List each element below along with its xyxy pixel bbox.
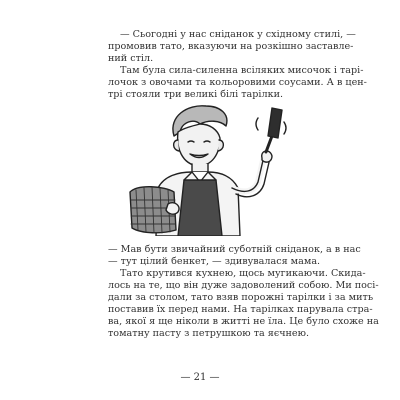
- text-line: Там була сила-силенна всіляких мисочок і тарі-: [120, 65, 364, 76]
- text-line: промовив тато, вказуючи на розкішно заставле-: [108, 41, 354, 52]
- illustration-father-cooking: [108, 96, 288, 236]
- page-number: — 21 —: [180, 372, 220, 383]
- text-line: томатну пасту з петрушкою та яєчнею.: [108, 328, 310, 339]
- text-line: — Мав бути звичайний суботній сніданок, а в нас: [108, 244, 361, 255]
- text-line: дали за столом, тато взяв порожні тарілки і за мить: [108, 292, 374, 303]
- text-line: поставив їх перед нами. На тарілках парувала стра-: [108, 304, 373, 315]
- text-line: ний стіл.: [108, 53, 154, 64]
- text-line: — тут цілий бенкет, — здивувалася мама.: [108, 256, 321, 267]
- text-line: — Сьогодні у нас сніданок у східному стилі, —: [120, 29, 356, 40]
- text-line: трі стояли три великі білі тарілки.: [108, 89, 284, 100]
- text-line: Тато крутився кухнею, щось мугикаючи. Скида-: [120, 268, 366, 279]
- text-line: лочок з овочами та кольоровими соусами. А в цен-: [108, 77, 367, 88]
- text-line: лось на те, що він дуже задоволений собою. Ми посі-: [108, 280, 379, 291]
- text-line: ва, якої я ще ніколи в житті не їла. Це було схоже на: [108, 316, 379, 327]
